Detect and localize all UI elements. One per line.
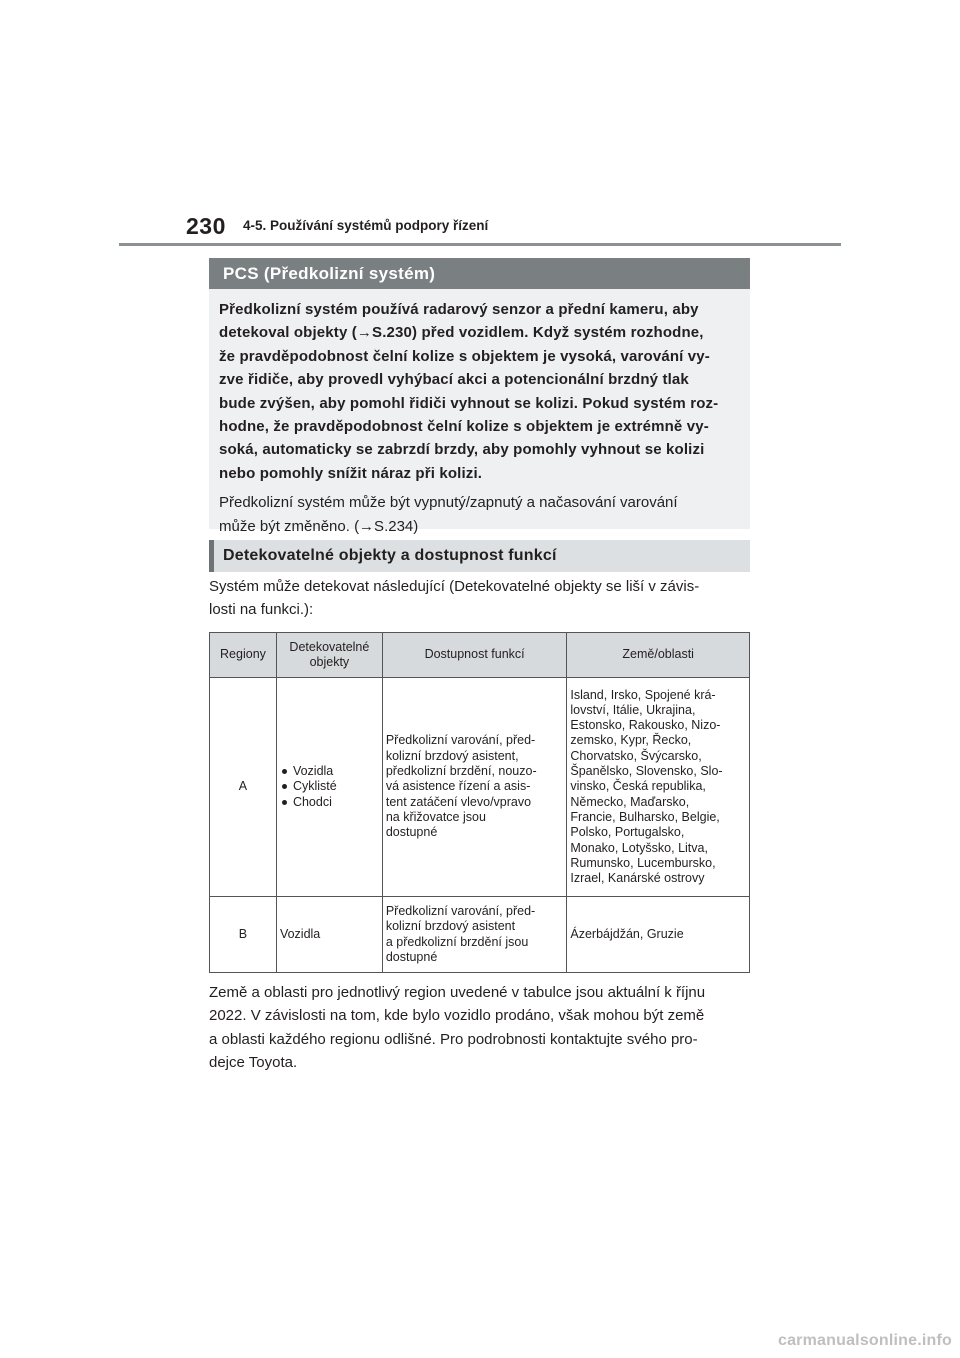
text-line: vinsko, Česká republika,: [570, 779, 706, 794]
list-item: Vozidla: [280, 764, 379, 779]
list-item: Cyklisté: [280, 779, 379, 794]
subheading: Detekovatelné objekty a dostupnost funkcí: [209, 540, 750, 572]
text-line: hodne, že pravděpodobnost čelní kolize s objektem je extrémně vy-: [219, 418, 709, 436]
text-line: Země a oblasti pro jednotlivý region uvedené v tabulce jsou aktuální k říjnu: [209, 984, 706, 1001]
text-line: Estonsko, Rakousko, Nizo-: [570, 718, 721, 733]
text-line: a předkolizní brzdění jsou: [385, 934, 529, 949]
table-row: [210, 678, 750, 897]
section-breadcrumb: 4-5. Používání systémů podpory řízení: [243, 218, 489, 233]
text-line: Polsko, Portugalsko,: [570, 825, 685, 840]
header-divider: [119, 243, 841, 246]
header-functions: Dostupnost funkcí: [382, 633, 567, 678]
intro-bold-paragraph: [219, 298, 738, 485]
text-line: kolizní brzdový asistent: [385, 919, 516, 934]
header-regions: Regiony: [210, 633, 277, 678]
functions-cell: [382, 897, 567, 973]
functions-cell: [382, 678, 567, 897]
text-line: Předkolizní varování, před-: [385, 733, 536, 748]
text-line: objekty: [309, 655, 350, 669]
table-header-row: [210, 633, 750, 678]
text-line: Francie, Bulharsko, Belgie,: [570, 809, 720, 824]
text-line: soká, automaticky se zabrzdí brzdy, aby pomohly vyhnout se kolizi: [219, 441, 705, 459]
countries-cell: [567, 678, 750, 897]
text-line: bude zvýšen, aby pomohl řidiči vyhnout se kolizi. Pokud systém roz-: [219, 394, 719, 412]
text-line: Předkolizní systém může být vypnutý/zapnutý a načasování varování: [219, 494, 678, 512]
text-line: kolizní brzdový asistent,: [385, 748, 519, 763]
text-line: Předkolizní systém používá radarový senzor a přední kameru, aby: [219, 301, 699, 318]
objects-cell: Vozidla: [276, 897, 382, 973]
table-row: [210, 897, 750, 973]
text-line: Chorvatsko, Švýcarsko,: [570, 748, 702, 763]
text-line: nebo pomohly snížit náraz při kolizi.: [219, 464, 483, 482]
text-line: Monako, Lotyšsko, Litva,: [570, 840, 708, 855]
text-line: Německo, Maďarsko,: [570, 794, 690, 809]
text-line: zemsko, Kypr, Řecko,: [570, 733, 692, 748]
text-line: Systém může detekovat následující (Detekovatelné objekty se liší v závis-: [209, 578, 700, 595]
text-line: že pravděpodobnost čelní kolize s objektem je vysoká, varování vy-: [219, 347, 710, 365]
text-line: Detekovatelné: [289, 639, 370, 654]
header-objects: [276, 633, 382, 678]
list-item: Chodci: [280, 795, 379, 810]
text-line: 2022. V závislosti na tom, kde bylo vozidlo prodáno, však mohou být země: [209, 1007, 705, 1025]
text-line: a oblasti každého regionu odlišné. Pro podrobnosti kontaktujte svého pro-: [209, 1030, 698, 1048]
text-line: dejce Toyota.: [209, 1054, 298, 1072]
text-line: dostupné: [385, 949, 438, 964]
text-line: Španělsko, Slovensko, Slo-: [570, 764, 723, 779]
text-line: může být změněno. (→S.234): [219, 517, 419, 535]
intro-normal-paragraph: [219, 491, 738, 538]
text-line: Předkolizní varování, před-: [385, 903, 536, 918]
watermark: carmanualsonline.info: [777, 1332, 952, 1349]
header-countries: Země/oblasti: [567, 633, 750, 678]
text-line: zve řidiče, aby provedl vyhýbací akci a potencionální brzdný tlak: [219, 371, 689, 389]
text-line: předkolizní brzdění, nouzo-: [385, 764, 537, 779]
text-line: dostupné: [385, 825, 438, 840]
objects-cell: [276, 678, 382, 897]
region-cell: A: [210, 678, 277, 897]
text-line: Izrael, Kanárské ostrovy: [570, 871, 705, 886]
text-line: lovství, Itálie, Ukrajina,: [570, 702, 696, 717]
lead-paragraph: [209, 575, 754, 622]
text-line: Rumunsko, Lucembursko,: [570, 855, 716, 870]
intro-box: [209, 289, 750, 535]
text-line: na křižovatce jsou: [385, 809, 486, 824]
page-number: 230: [186, 213, 226, 239]
footer-paragraph: [209, 981, 754, 1075]
text-line: losti na funkci.):: [209, 601, 314, 619]
text-line: tent zatáčení vlevo/vpravo: [385, 794, 532, 809]
objects-list: [280, 764, 379, 810]
section-title: PCS (Předkolizní systém): [209, 258, 750, 289]
text-line: detekoval objekty (→S.230) před vozidlem. Když systém rozhodne,: [219, 324, 704, 342]
regions-table: [209, 632, 750, 973]
countries-cell: Ázerbájdžán, Gruzie: [567, 897, 750, 973]
text-line: vá asistence řízení a asis-: [385, 779, 531, 794]
text-line: Island, Irsko, Spojené krá-: [570, 687, 716, 702]
region-cell: B: [210, 897, 277, 973]
